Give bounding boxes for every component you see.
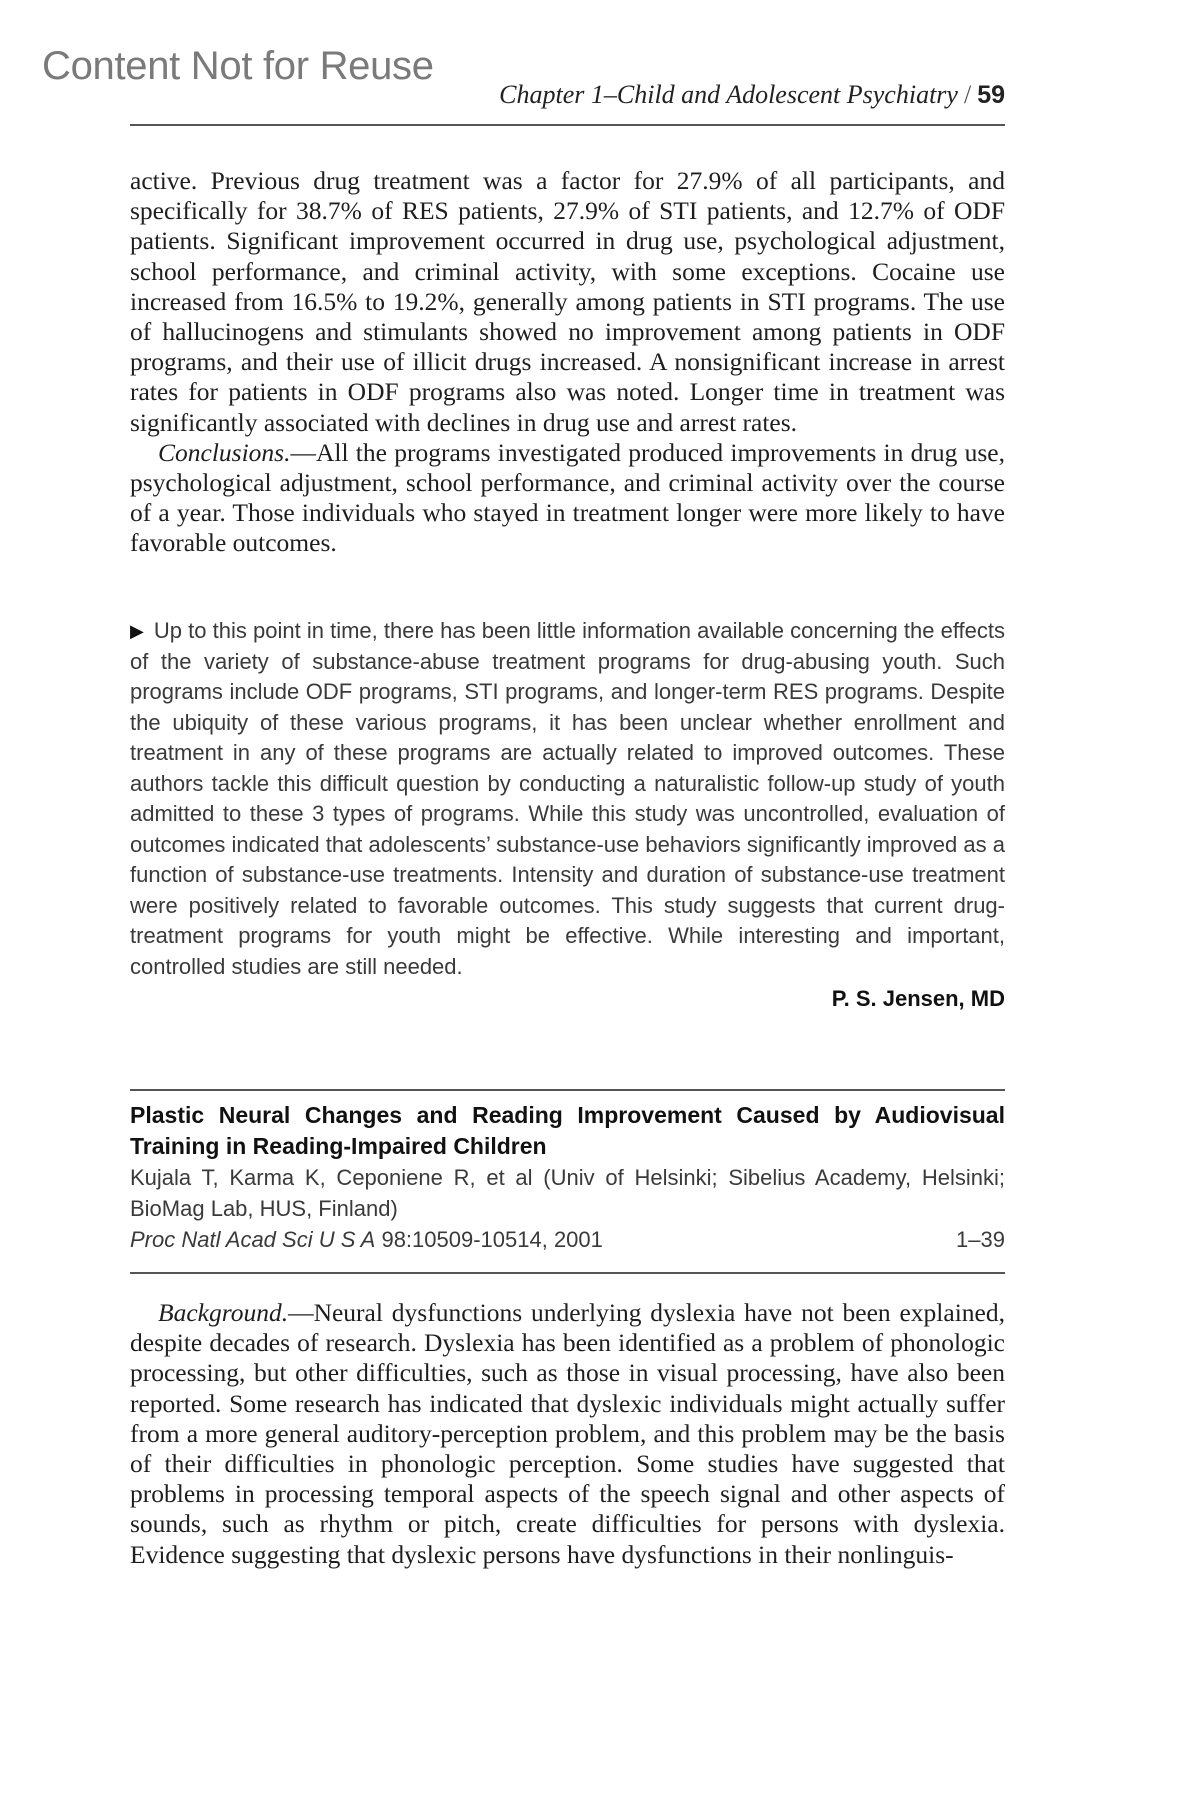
commentary-text: Up to this point in time, there has been little information available concerning the effects of the variety of substance-abuse treatment programs for drug-abusing youth. Such programs include ODF programs, STI programs, and longer-term RES programs. Despite the ubiquity of these various programs, it has been unclear whether enrollment and treatment in any of these programs are actually related to improved outcomes. These authors tackle this difficult question by conducting a naturalistic follow-up study of youth admitted to these 3 types of programs. While this study was uncontrolled, evaluation of outcomes indicated that adolescents’ substance-use behaviors significantly improved as a function of substance-use treatments. Intensity and duration of substance-use treatment were positively related to favorable outcomes. This study suggests that current drug-treatment programs for youth might be effective. While interesting and important, controlled studies are still needed.: [130, 618, 1005, 979]
conclusions-paragraph: [130, 438, 1005, 559]
commentary: [130, 616, 1005, 1015]
results-paragraph: active. Previous drug treatment was a factor for 27.9% of all participants, and specifically for 38.7% of RES patients, 27.9% of STI patients, and 12.7% of ODF patients. Significant improvement occurred in drug use, psychological adjustment, school performance, and criminal activity, with some exceptions. Cocaine use increased from 16.5% to 19.2%, generally among patients in STI programs. The use of hallucinogens and stimulants showed no improvement among patients in ODF programs, and their use of illicit drugs increased. A nonsignificant increase in arrest rates for patients in ODF programs also was noted. Longer time in treatment was significantly associated with declines in drug use and arrest rates.: [130, 166, 1005, 437]
running-header: [130, 80, 1005, 110]
watermark: Content Not for Reuse: [42, 44, 434, 88]
commentary-paragraph: [130, 616, 1005, 982]
citation-row: [130, 1224, 1005, 1255]
article-header: [130, 1100, 1005, 1255]
reference-id: 1–39: [956, 1227, 1005, 1252]
background-paragraph: [130, 1298, 1005, 1570]
article-abstract: [130, 1298, 1005, 1570]
triangle-marker-icon: ▶: [130, 621, 144, 641]
header-rule: [130, 124, 1005, 126]
commentary-signature: P. S. Jensen, MD: [831, 986, 1005, 1011]
background-label: Background.: [158, 1298, 289, 1327]
article-authors: Kujala T, Karma K, Ceponiene R, et al (Univ of Helsinki; Sibelius Academy, Helsinki; BioMag Lab, HUS, Finland): [130, 1165, 1005, 1221]
journal-name: Proc Natl Acad Sci U S A: [130, 1227, 376, 1252]
citation: [130, 1224, 603, 1255]
article-bottom-rule: [130, 1272, 1005, 1274]
journal-volume-pages: 98:10509-10514, 2001: [375, 1227, 603, 1252]
chapter-title: Chapter 1–Child and Adolescent Psychiatry: [499, 80, 958, 109]
abstract-continuation: [130, 166, 1005, 559]
article-top-rule: [130, 1089, 1005, 1091]
background-text: —Neural dysfunctions underlying dyslexia have not been explained, despite decades of research. Dyslexia has been identified as a problem of phonologic processing, but other difficulties, such as those in visual processing, have also been reported. Some research has indicated that dyslexic individuals might actually suffer from a more general auditory-perception problem, and this problem may be the basis of their difficulties in phonologic perception. Some studies have suggested that problems in processing temporal aspects of the speech signal and other aspects of sounds, such as rhythm or pitch, create difficulties for persons with dyslexia. Evidence suggesting that dyslexic persons have dysfunctions in their nonlinguis-: [130, 1298, 1005, 1569]
header-separator: /: [963, 80, 972, 109]
page-number: 59: [977, 81, 1005, 109]
conclusions-label: Conclusions.: [158, 437, 291, 467]
article-title: Plastic Neural Changes and Reading Improvement Caused by Audiovisual Training in Reading-Impaired Children: [130, 1102, 1005, 1159]
conclusions-text: —All the programs investigated produced improvements in drug use, psychological adjustment, school performance, and criminal activity over the course of a year. Those individuals who stayed in treatment longer were more likely to have favorable outcomes.: [130, 437, 1005, 558]
